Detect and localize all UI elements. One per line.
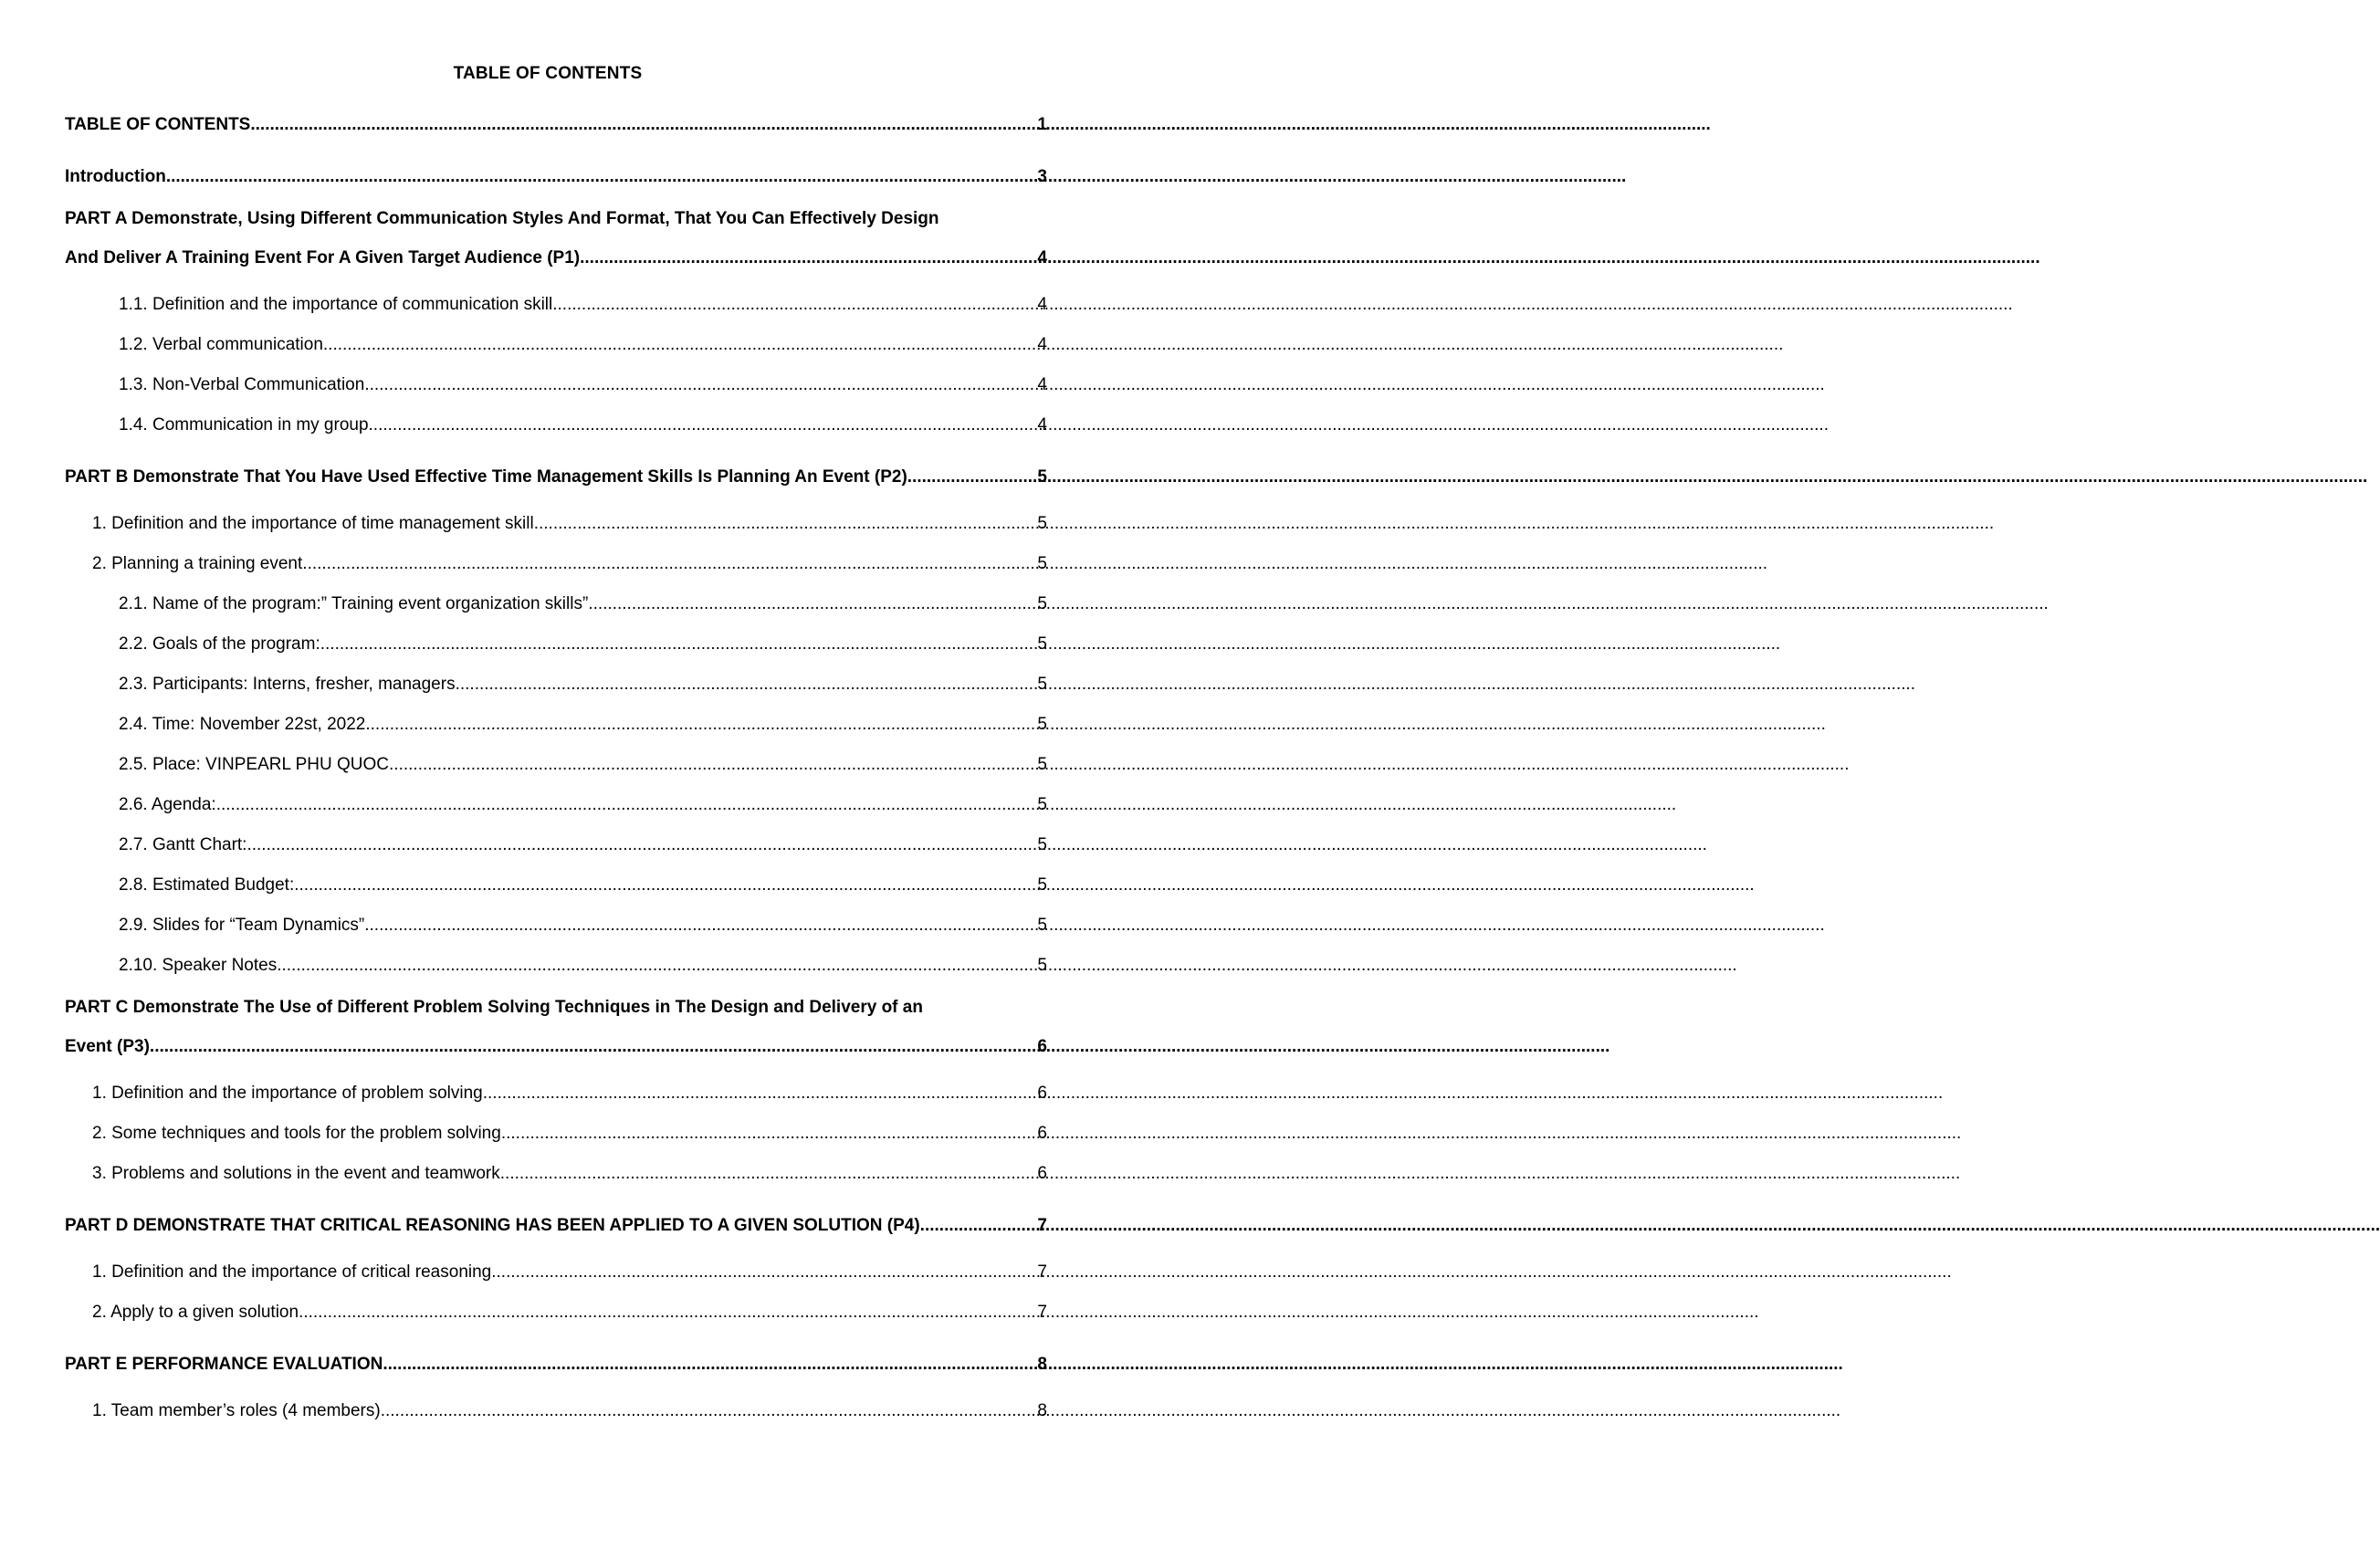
toc-entry-2-10[interactable]	[65, 955, 1047, 977]
toc-page-number: 4	[1037, 335, 1047, 354]
toc-entry-part-b[interactable]	[65, 466, 1047, 488]
toc-page-number: 5	[1037, 755, 1047, 774]
toc-entry-part-a[interactable]	[65, 208, 1047, 269]
toc-entry-label: PART D DEMONSTRATE THAT CRITICAL REASONING HAS BEEN APPLIED TO A GIVEN SOLUTION (P4)	[65, 1216, 920, 1235]
dot-leader	[456, 674, 1037, 696]
toc-entry-d-1[interactable]	[65, 1262, 1047, 1283]
toc-entry-part-e[interactable]	[65, 1354, 1047, 1376]
dot-leader	[920, 1215, 1037, 1237]
document-page	[0, 0, 1096, 1550]
toc-entry-b-2[interactable]	[65, 553, 1047, 575]
dot-leader	[369, 414, 1037, 436]
dot-leader	[246, 834, 1036, 856]
toc-page-number: 5	[1037, 514, 1047, 533]
dot-leader	[323, 334, 1037, 356]
toc-page-number: 1	[1037, 115, 1047, 134]
dot-leader	[308, 553, 1037, 575]
dot-leader	[299, 1302, 1036, 1324]
toc-page-number: 4	[1037, 375, 1047, 394]
dot-leader	[383, 1354, 1036, 1376]
toc-entry-2-5[interactable]	[65, 754, 1047, 776]
toc-page-number: 5	[1037, 467, 1047, 487]
toc-page-number: 5	[1037, 554, 1047, 573]
toc-entry-introduction[interactable]	[65, 166, 1047, 188]
dot-leader	[381, 1400, 1037, 1422]
dot-leader	[580, 247, 1036, 269]
dot-leader	[364, 915, 1036, 937]
dot-leader	[500, 1163, 1037, 1185]
toc-entry-label: PART E PERFORMANCE EVALUATION	[65, 1355, 383, 1374]
toc-entry-label: 2. Some techniques and tools for the problem solving	[92, 1124, 501, 1143]
dot-leader	[907, 466, 1037, 488]
toc-entry-c-3[interactable]	[65, 1163, 1047, 1185]
dot-leader	[166, 166, 1037, 188]
dot-leader	[501, 1123, 1037, 1145]
toc-entry-label: 1.4. Communication in my group	[119, 415, 369, 435]
toc-page-number: 6	[1037, 1124, 1047, 1143]
toc-entry-d-2[interactable]	[65, 1302, 1047, 1324]
toc-entry-label: 2.8. Estimated Budget:	[119, 875, 295, 895]
toc-page-number: 6	[1037, 1037, 1047, 1056]
toc-page-number: 5	[1037, 956, 1047, 975]
toc-page-number: 5	[1037, 594, 1047, 613]
toc-entry-label: 3. Problems and solutions in the event and teamwork	[92, 1164, 500, 1183]
toc-page-number: 5	[1037, 795, 1047, 814]
page-title: TABLE OF CONTENTS	[453, 64, 643, 83]
toc-page-number: 3	[1037, 167, 1047, 186]
dot-leader	[320, 634, 1037, 655]
toc-entry-2-7[interactable]	[65, 834, 1047, 856]
toc-entry-label: 2.2. Goals of the program:	[119, 634, 320, 654]
toc-entry-c-2[interactable]	[65, 1123, 1047, 1145]
toc-entry-label: 1.2. Verbal communication	[119, 335, 323, 354]
toc-page-number: 6	[1037, 1084, 1047, 1103]
toc-page-number: 7	[1037, 1303, 1047, 1322]
dot-leader	[364, 374, 1036, 396]
dot-leader	[588, 593, 1036, 615]
dot-leader	[294, 874, 1036, 896]
dot-leader	[150, 1036, 1037, 1058]
toc-page-number: 4	[1037, 415, 1047, 435]
toc-page-number: 4	[1037, 248, 1047, 267]
dot-leader	[277, 955, 1036, 977]
toc-page-number: 5	[1037, 634, 1047, 654]
toc-entry-1-4[interactable]	[65, 414, 1047, 436]
dot-leader	[250, 114, 1036, 136]
toc-page-number: 5	[1037, 715, 1047, 734]
toc-entry-1-1[interactable]	[65, 294, 1047, 316]
toc-entry-label: 2.1. Name of the program:” Training event organization skills”	[119, 594, 589, 613]
toc-entry-label: 1.3. Non-Verbal Communication	[119, 375, 365, 394]
toc-entry-label: 2.10. Speaker Notes	[119, 956, 278, 975]
toc-entry-label: 2.5. Place: VINPEARL PHU QUOC	[119, 755, 390, 774]
toc-entry-label: 1. Definition and the importance of time management skill	[92, 514, 534, 533]
toc-page-number: 6	[1037, 1164, 1047, 1183]
toc-entry-2-4[interactable]	[65, 714, 1047, 736]
toc-page-number: 4	[1037, 295, 1047, 314]
toc-entry-label: 1. Definition and the importance of problem solving	[92, 1084, 483, 1103]
toc-page-number: 8	[1037, 1401, 1047, 1420]
toc-entry-label: 2.9. Slides for “Team Dynamics”	[119, 916, 365, 935]
toc-entry-1-2[interactable]	[65, 334, 1047, 356]
toc-entry-label-line1: PART C Demonstrate The Use of Different Problem Solving Techniques in The Design and Delivery of an	[65, 998, 923, 1017]
toc-entry-label: 2.6. Agenda:	[119, 795, 216, 814]
toc-entry-label: PART B Demonstrate That You Have Used Effective Time Management Skills Is Planning An Event (P2)	[65, 467, 907, 487]
toc-entry-label-line2: Event (P3)	[65, 1037, 150, 1056]
toc-entry-2-6[interactable]	[65, 794, 1047, 816]
dot-leader	[483, 1083, 1037, 1105]
toc-page-number: 8	[1037, 1355, 1047, 1374]
dot-leader	[534, 513, 1037, 535]
toc-page-number: 7	[1037, 1262, 1047, 1282]
toc-entry-2-1[interactable]	[65, 593, 1047, 615]
toc-page-number: 7	[1037, 1216, 1047, 1235]
toc-entry-label: 2.3. Participants: Interns, fresher, managers	[119, 675, 456, 694]
toc-page-number: 5	[1037, 916, 1047, 935]
dot-leader	[389, 754, 1036, 776]
toc-entry-c-1[interactable]	[65, 1083, 1047, 1105]
dot-leader	[365, 714, 1036, 736]
toc-entry-2-9[interactable]	[65, 915, 1047, 937]
toc-entry-label: 1.1. Definition and the importance of communication skill	[119, 295, 553, 314]
dot-leader	[491, 1262, 1036, 1283]
toc-entry-label: 1. Team member’s roles (4 members)	[92, 1401, 381, 1420]
toc-entry-label: 2. Planning a training event.	[92, 554, 308, 573]
toc-entry-label: 2. Apply to a given solution	[92, 1303, 299, 1322]
toc-entry-label: 2.7. Gantt Chart:	[119, 835, 247, 854]
toc-entry-e-1[interactable]	[65, 1400, 1047, 1422]
toc-page-number: 5	[1037, 675, 1047, 694]
table-of-contents	[65, 114, 1047, 1422]
toc-entry-label: Introduction	[65, 167, 166, 186]
toc-entry-label: 2.4. Time: November 22st, 2022	[119, 715, 366, 734]
toc-entry-label-line2: And Deliver A Training Event For A Given Target Audience (P1)	[65, 248, 581, 267]
toc-entry-2-3[interactable]	[65, 674, 1047, 696]
toc-entry-table-of-contents[interactable]	[65, 114, 1047, 136]
toc-entry-b-1[interactable]	[65, 513, 1047, 535]
dot-leader	[216, 794, 1037, 816]
toc-entry-label: TABLE OF CONTENTS	[65, 115, 251, 134]
toc-entry-label-line1: PART A Demonstrate, Using Different Communication Styles And Format, That You Can Effectively Design	[65, 209, 939, 228]
toc-page-number: 5	[1037, 835, 1047, 854]
toc-entry-label: 1. Definition and the importance of critical reasoning	[92, 1262, 492, 1282]
toc-entry-2-8[interactable]	[65, 874, 1047, 896]
toc-entry-2-2[interactable]	[65, 634, 1047, 655]
toc-entry-part-c[interactable]	[65, 997, 1047, 1058]
dot-leader	[552, 294, 1036, 316]
toc-page-number: 5	[1037, 875, 1047, 895]
toc-entry-1-3[interactable]	[65, 374, 1047, 396]
toc-entry-part-d[interactable]	[65, 1215, 1047, 1237]
